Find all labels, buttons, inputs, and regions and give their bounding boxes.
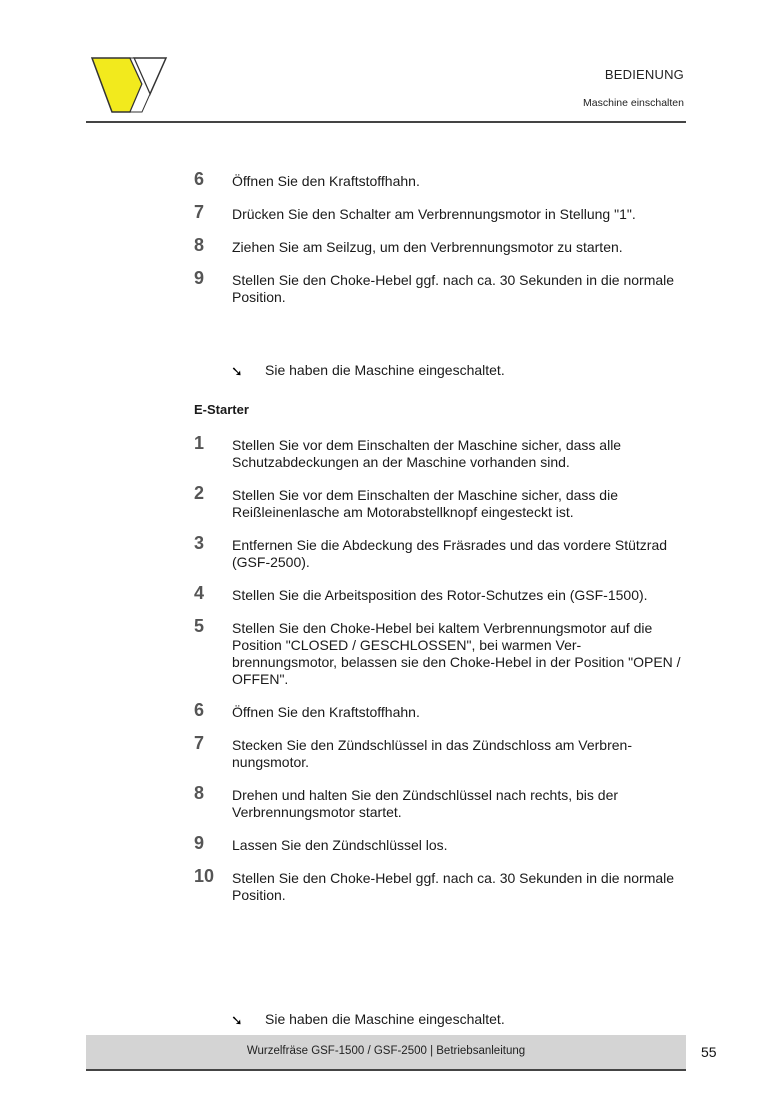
subsection-title: Maschine einschalten [583,97,684,109]
result-arrow-icon: ➘ [231,363,243,379]
step-number: 10 [194,866,215,886]
e-starter-steps [194,433,684,920]
step-text: Drücken Sie den Schalter am Verbrennungsmotor in Stellung "1". [232,206,636,222]
list-item [194,169,684,190]
section-title: BEDIENUNG [604,67,684,82]
result-text: Sie haben die Maschine eingeschaltet. [265,362,505,378]
header-divider [86,121,686,123]
list-item [194,616,684,688]
step-number: 9 [194,833,205,853]
step-text: Stellen Sie den Choke-Hebel bei kaltem Verbrennungsmotor auf die Position "CLOSED / GESCHLOSSEN", bei warmen Ver-brennungsmotor, belassen sie den Choke-Hebel in der Position "OPEN / OFFEN". [232,620,681,687]
list-item [194,583,684,604]
list-item [194,833,684,854]
result-line [194,1011,505,1028]
list-item [194,700,684,721]
step-text: Stellen Sie den Choke-Hebel ggf. nach ca. 30 Sekunden in die normale Position. [232,870,675,903]
result-line [194,362,505,379]
step-text: Drehen und halten Sie den Zündschlüssel nach rechts, bis der Verbrennungsmotor startet. [232,787,619,820]
step-text: Stellen Sie vor dem Einschalten der Maschine sicher, dass die Reißleinenlasche am Motorabstellknopf eingesteckt ist. [232,487,618,520]
list-item [194,733,684,771]
step-text: Öffnen Sie den Kraftstoffhahn. [232,704,420,720]
step-number: 7 [194,202,205,222]
page-number: 55 [701,1044,717,1060]
list-item [194,433,684,471]
result-arrow-icon: ➘ [231,1012,243,1028]
list-item [194,783,684,821]
step-number: 3 [194,533,205,553]
step-text: Entfernen Sie die Abdeckung des Fräsrades und das vordere Stützrad (GSF-2500). [232,537,668,570]
e-starter-heading: E-Starter [194,402,249,417]
list-item [194,202,684,223]
step-number: 4 [194,583,205,603]
step-number: 8 [194,783,205,803]
step-text: Stellen Sie den Choke-Hebel ggf. nach ca. 30 Sekunden in die normale Position. [232,272,675,305]
step-number: 1 [194,433,205,453]
step-number: 5 [194,616,205,636]
step-number: 6 [194,169,205,189]
list-item [194,533,684,571]
step-number: 8 [194,235,205,255]
result-text: Sie haben die Maschine eingeschaltet. [265,1011,505,1027]
step-text: Stecken Sie den Zündschlüssel in das Zündschloss am Verbren-nungsmotor. [232,737,632,770]
list-item [194,866,684,904]
company-logo [90,54,170,116]
footer-text: Wurzelfräse GSF-1500 / GSF-2500 | Betriebsanleitung [246,1045,526,1057]
step-number: 2 [194,483,205,503]
footer-bar [86,1035,686,1069]
list-item [194,483,684,521]
footer-divider [86,1069,686,1071]
step-text: Ziehen Sie am Seilzug, um den Verbrennungsmotor zu starten. [232,239,623,255]
step-text: Stellen Sie die Arbeitsposition des Rotor-Schutzes ein (GSF-1500). [232,587,648,603]
step-text: Lassen Sie den Zündschlüssel los. [232,837,448,853]
step-text: Öffnen Sie den Kraftstoffhahn. [232,173,420,189]
step-text: Stellen Sie vor dem Einschalten der Maschine sicher, dass alle Schutzabdeckungen an der Maschine vorhanden sind. [232,437,622,470]
list-item [194,268,684,306]
list-item [194,235,684,256]
manual-start-steps [194,169,684,322]
step-number: 7 [194,733,205,753]
step-number: 9 [194,268,205,288]
step-number: 6 [194,700,205,720]
